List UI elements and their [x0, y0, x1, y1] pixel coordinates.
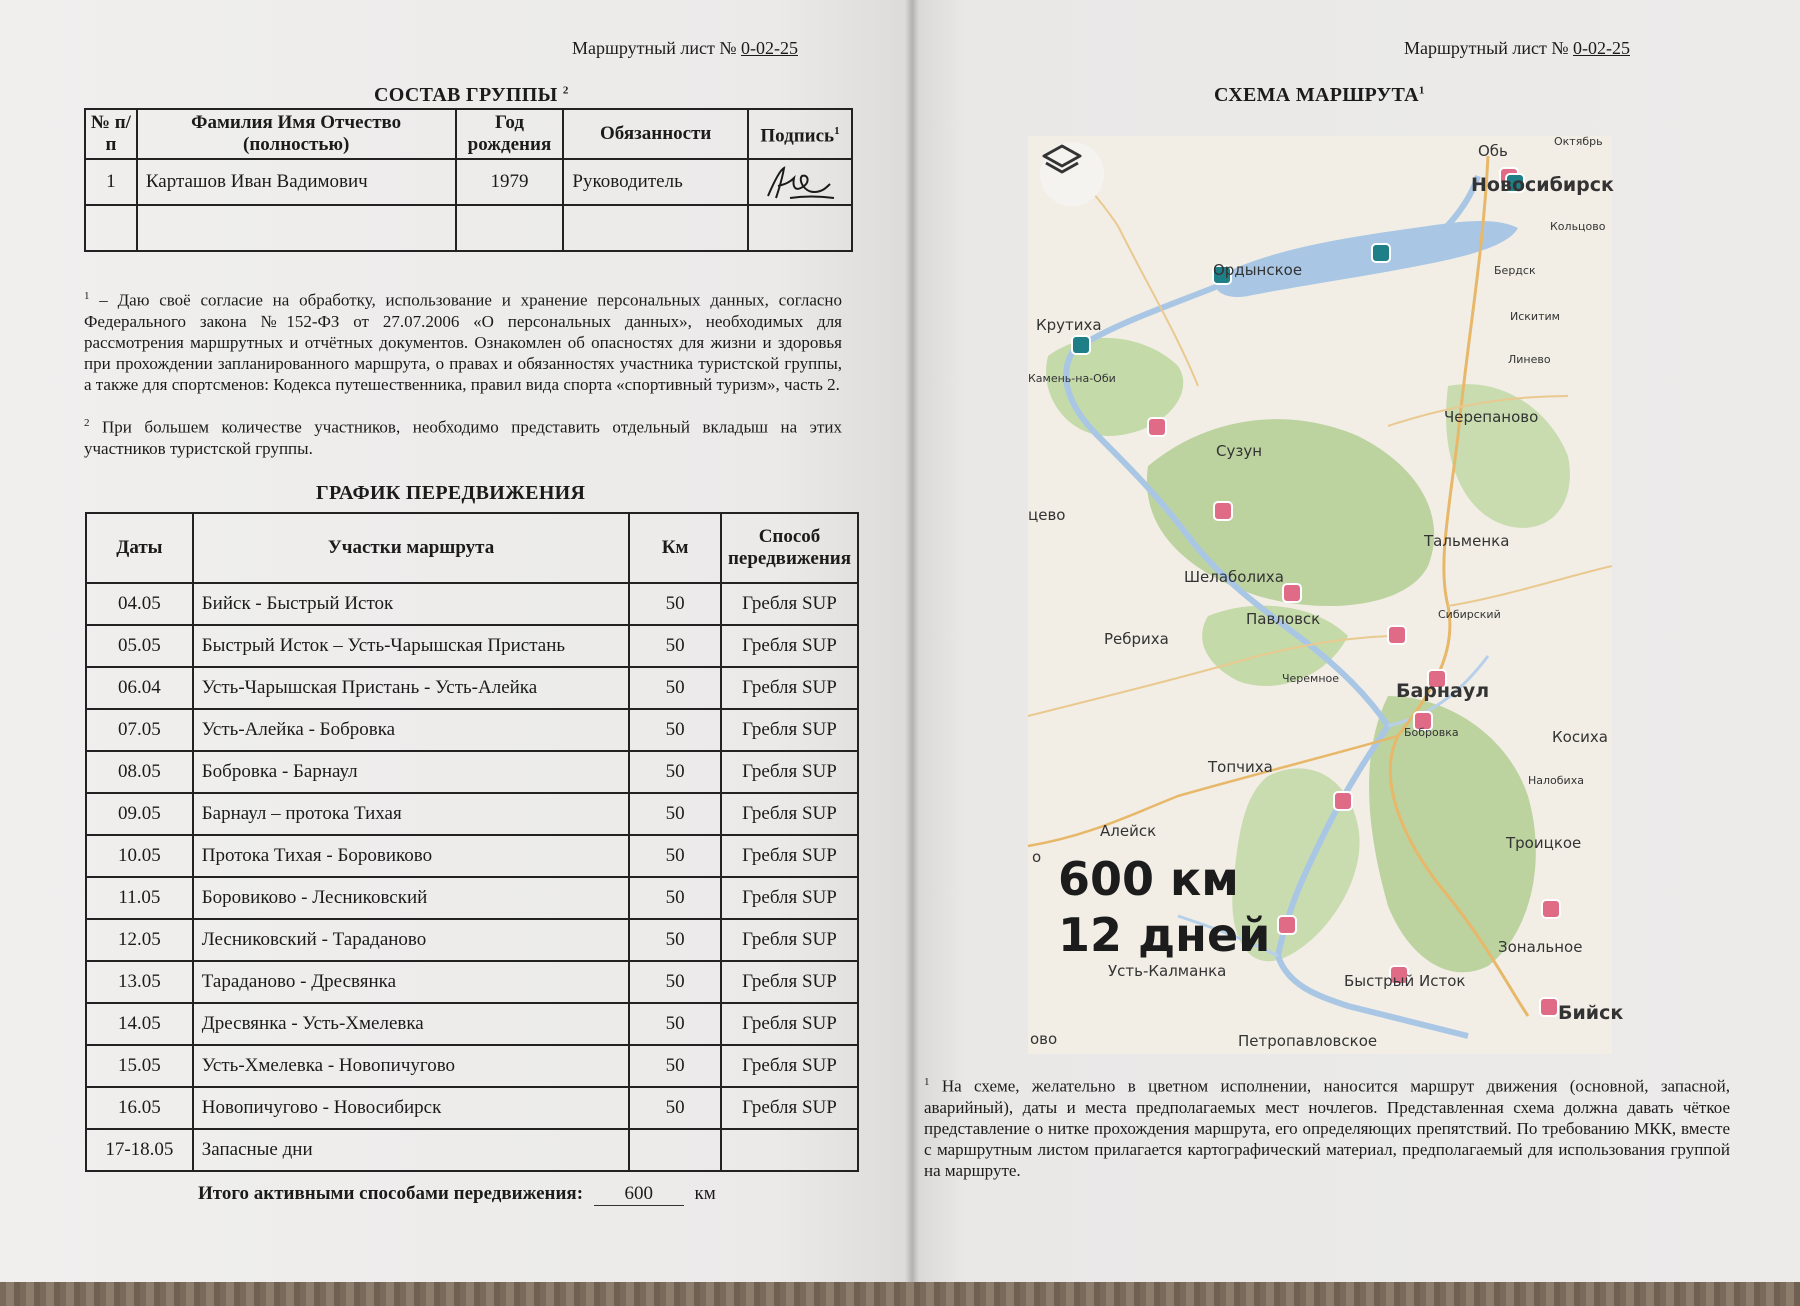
- col-section: Участки маршрута: [193, 513, 630, 583]
- footnote-2-mark: 2: [84, 417, 90, 429]
- total-label: Итого активными способами передвижения:: [198, 1183, 584, 1204]
- route-map[interactable]: [1028, 135, 1624, 1054]
- overnight-marker: [1334, 792, 1352, 810]
- schedule-date: 08.05: [86, 751, 193, 793]
- sheet-number-value: 0-02-25: [1573, 38, 1630, 58]
- schedule-section: Тараданово - Дресвянка: [193, 961, 630, 1003]
- schedule-km: 50: [629, 961, 721, 1003]
- route-title-text: СХЕМА МАРШРУТА: [1214, 84, 1419, 106]
- schedule-mode: [721, 1129, 858, 1171]
- sheet-number-left: [572, 38, 798, 59]
- group-row-name: Карташов Иван Вадимович: [137, 159, 456, 205]
- map-label-cheremnoe: Черемное: [1282, 672, 1340, 685]
- group-row: [85, 159, 852, 205]
- schedule-row: [86, 1003, 858, 1045]
- schedule-section: Усть-Хмелевка - Новопичугово: [193, 1045, 630, 1087]
- schedule-mode: Гребля SUP: [721, 919, 858, 961]
- map-label-biysk: Бийск: [1558, 1002, 1624, 1024]
- group-row-sign: [748, 205, 852, 251]
- schedule-row: [86, 583, 858, 625]
- group-table: [84, 108, 853, 252]
- map-label-bystry-istok: Быстрый Исток: [1344, 972, 1466, 990]
- schedule-mode: Гребля SUP: [721, 793, 858, 835]
- group-row-year: 1979: [456, 159, 564, 205]
- schedule-section: Усть-Чарышская Пристань - Усть-Алейка: [193, 667, 630, 709]
- col-mode: Способ передвижения: [721, 513, 858, 583]
- schedule-km: 50: [629, 1003, 721, 1045]
- schedule-date: 12.05: [86, 919, 193, 961]
- schedule-date: 15.05: [86, 1045, 193, 1087]
- map-label-sibirsky: Сибирский: [1438, 608, 1501, 621]
- sheet-number-value: 0-02-25: [741, 38, 798, 58]
- schedule-header: [86, 513, 858, 583]
- schedule-mode: Гребля SUP: [721, 709, 858, 751]
- map-label-zonalnoe: Зональное: [1498, 938, 1583, 956]
- group-row-sign: [748, 159, 852, 205]
- route-summary: [1058, 851, 1270, 963]
- overnight-marker: [1388, 626, 1406, 644]
- schedule-row: [86, 877, 858, 919]
- schedule-row: [86, 1045, 858, 1087]
- map-label-suzun: Сузун: [1216, 442, 1263, 460]
- map-label-bobrovka: Бобровка: [1404, 726, 1459, 739]
- sheet-label: Маршрутный лист №: [572, 38, 737, 58]
- schedule-mode: Гребля SUP: [721, 961, 858, 1003]
- col-sign-note: 1: [834, 125, 840, 138]
- schedule-section: Запасные дни: [193, 1129, 630, 1171]
- schedule-row: [86, 625, 858, 667]
- route-days: 12 дней: [1058, 908, 1271, 962]
- schedule-date: 06.04: [86, 667, 193, 709]
- schedule-km: 50: [629, 1087, 721, 1129]
- schedule-km: 50: [629, 793, 721, 835]
- map-label-petropavlovskoe: Петропавловское: [1238, 1032, 1378, 1050]
- schedule-body: [86, 583, 858, 1171]
- col-dates: Даты: [86, 513, 193, 583]
- group-row-name: [137, 205, 456, 251]
- map-label-ordynskoe: Ордынское: [1213, 261, 1303, 279]
- schedule-row: [86, 751, 858, 793]
- map-label-nalobikha: Налобиха: [1528, 774, 1584, 787]
- map-label-krutikha: Крутиха: [1036, 316, 1102, 334]
- schedule-row: [86, 1129, 858, 1171]
- route-footnote-mark: 1: [924, 1076, 930, 1088]
- map-label-kosikha: Косиха: [1552, 728, 1608, 746]
- map-label-ob: Обь: [1478, 142, 1508, 160]
- col-duty: Обязанности: [563, 109, 748, 159]
- overnight-marker: [1278, 916, 1296, 934]
- group-row: [85, 205, 852, 251]
- schedule-section: Протока Тихая - Боровиково: [193, 835, 630, 877]
- schedule-section: Боровиково - Лесниковский: [193, 877, 630, 919]
- group-row-num: 1: [85, 159, 137, 205]
- layers-button[interactable]: [1040, 142, 1104, 206]
- schedule-section: Новопичугово - Новосибирск: [193, 1087, 630, 1129]
- group-row-duty: Руководитель: [563, 159, 748, 205]
- sheet-number-right: [1404, 38, 1630, 59]
- schedule-km: 50: [629, 919, 721, 961]
- schedule-km: 50: [629, 667, 721, 709]
- group-row-year: [456, 205, 564, 251]
- col-sign: [748, 109, 852, 159]
- map-label-cherepanovo: Черепаново: [1444, 408, 1539, 426]
- layers-icon: [1040, 142, 1084, 178]
- schedule-date: 07.05: [86, 709, 193, 751]
- overnight-marker: [1542, 900, 1560, 918]
- route-footnote: [924, 1072, 1730, 1181]
- schedule-mode: Гребля SUP: [721, 583, 858, 625]
- schedule-mode: Гребля SUP: [721, 835, 858, 877]
- route-title-note: 1: [1418, 84, 1425, 97]
- schedule-section: Быстрый Исток – Усть-Чарышская Пристань: [193, 625, 630, 667]
- map-label-berdsk: Бердск: [1494, 264, 1536, 277]
- footnote-1-mark: 1: [84, 290, 90, 302]
- reservoir: [1215, 221, 1518, 297]
- map-label-iskitim: Искитим: [1510, 310, 1560, 323]
- schedule-date: 04.05: [86, 583, 193, 625]
- schedule-date: 17-18.05: [86, 1129, 193, 1171]
- schedule-date: 11.05: [86, 877, 193, 919]
- route-title: [1214, 84, 1425, 107]
- overnight-marker: [1540, 998, 1558, 1016]
- schedule-mode: Гребля SUP: [721, 877, 858, 919]
- schedule-row: [86, 709, 858, 751]
- map-label-novosibirsk: Новосибирск: [1471, 174, 1614, 196]
- map-label-shelaboliha: Шелаболиха: [1184, 568, 1284, 586]
- schedule-km: 50: [629, 835, 721, 877]
- map-label-pavlovsk: Павловск: [1246, 610, 1321, 628]
- schedule-title: ГРАФИК ПЕРЕДВИЖЕНИЯ: [316, 482, 586, 504]
- schedule-table: [85, 512, 859, 1172]
- schedule-km: 50: [629, 625, 721, 667]
- group-row-duty: [563, 205, 748, 251]
- schedule-section: Барнаул – протока Тихая: [193, 793, 630, 835]
- schedule-section: Дресвянка - Усть-Хмелевка: [193, 1003, 630, 1045]
- map-label-barnaul: Барнаул: [1396, 680, 1490, 702]
- schedule-km: 50: [629, 1045, 721, 1087]
- schedule-row: [86, 919, 858, 961]
- route-footnote-text: На схеме, желательно в цветном исполнении, наносится маршрут движения (основной, запасной, аварийный), даты и места предполагаемых мест ночлегов. Представленная схема должна давать чёткое представление о нитке прохождения маршрута, его определяющих препятствий. По требованию МКК, вместе с маршрутным листом прилагается картографический материал, предполагаемый для использования группой на маршруте.: [924, 1076, 1730, 1180]
- group-title-text: СОСТАВ ГРУППЫ: [374, 84, 558, 106]
- overnight-marker: [1148, 418, 1166, 436]
- map-label-aleysk: Алейск: [1100, 822, 1157, 840]
- map-label-o: о: [1032, 848, 1042, 866]
- water-marker: [1072, 336, 1090, 354]
- map-label-topchikha: Топчиха: [1208, 758, 1273, 776]
- map-label-troitskoe: Троицкое: [1506, 834, 1582, 852]
- schedule-date: 13.05: [86, 961, 193, 1003]
- total-value: 600: [594, 1183, 684, 1206]
- col-name: Фамилия Имя Отчество (полностью): [137, 109, 456, 159]
- map-label-ust-kalmanka: Усть-Калманка: [1108, 962, 1227, 980]
- schedule-km: 50: [629, 583, 721, 625]
- schedule-mode: Гребля SUP: [721, 1003, 858, 1045]
- route-distance: 600 км: [1058, 852, 1239, 906]
- footnote-2: [84, 413, 842, 459]
- overnight-marker: [1283, 584, 1301, 602]
- group-table-header: [85, 109, 852, 159]
- schedule-date: 05.05: [86, 625, 193, 667]
- schedule-mode: Гребля SUP: [721, 751, 858, 793]
- page-fold: [905, 0, 919, 1290]
- schedule-row: [86, 793, 858, 835]
- schedule-date: 10.05: [86, 835, 193, 877]
- schedule-mode: Гребля SUP: [721, 1087, 858, 1129]
- schedule-km: 50: [629, 877, 721, 919]
- col-km: Км: [629, 513, 721, 583]
- schedule-km: 50: [629, 751, 721, 793]
- schedule-row: [86, 667, 858, 709]
- schedule-km: [629, 1129, 721, 1171]
- map-label-linevo: Линево: [1508, 353, 1551, 366]
- group-title-note: 2: [562, 84, 569, 97]
- col-year: Год рождения: [456, 109, 564, 159]
- col-sign-text: Подпись: [760, 125, 835, 147]
- group-title: [374, 84, 569, 107]
- road: [1448, 566, 1612, 606]
- schedule-date: 09.05: [86, 793, 193, 835]
- map-label-oktyabr: Октябрь: [1554, 135, 1603, 148]
- schedule-mode: Гребля SUP: [721, 667, 858, 709]
- schedule-section: Бийск - Быстрый Исток: [193, 583, 630, 625]
- sheet-label: Маршрутный лист №: [1404, 38, 1569, 58]
- schedule-row: [86, 835, 858, 877]
- col-num: № п/п: [85, 109, 137, 159]
- schedule-section: Лесниковский - Тараданово: [193, 919, 630, 961]
- signature-image: [760, 162, 840, 202]
- group-row-num: [85, 205, 137, 251]
- schedule-mode: Гребля SUP: [721, 1045, 858, 1087]
- schedule-section: Бобровка - Барнаул: [193, 751, 630, 793]
- schedule-section: Усть-Алейка - Бобровка: [193, 709, 630, 751]
- footnote-2-text: При большем количестве участников, необходимо представить отдельный вкладыш на этих участников туристской группы.: [84, 417, 842, 458]
- map-label-tsevo: цево: [1028, 506, 1066, 524]
- footnote-1: [84, 286, 842, 395]
- schedule-mode: Гребля SUP: [721, 625, 858, 667]
- footnote-1-text: – Даю своё согласие на обработку, использование и хранение персональных данных, согласно Федерального закона №152-ФЗ от 27.07.2006 «О персональных данных», необходимых для рассмотрения маршрутных и отчётных документов. Ознакомлен об опасностях для жизни и здоровья при прохождении запланированного маршрута, о правах и обязанностях участника туристской группы, а также для спортсменов: Кодекса путешественника, правил вида спорта «спортивный туризм», часть 2.: [84, 290, 843, 394]
- schedule-date: 14.05: [86, 1003, 193, 1045]
- schedule-total: [198, 1183, 716, 1206]
- water-marker: [1372, 244, 1390, 262]
- overnight-marker: [1214, 502, 1232, 520]
- table-surface: [0, 1282, 1800, 1306]
- total-unit: км: [694, 1183, 716, 1204]
- schedule-row: [86, 1087, 858, 1129]
- schedule-date: 16.05: [86, 1087, 193, 1129]
- map-label-talmenka: Тальменка: [1424, 532, 1510, 550]
- map-label-koltsovo: Кольцово: [1550, 220, 1606, 233]
- map-label-rebrikha: Ребриха: [1104, 630, 1169, 648]
- map-label-ovo: ово: [1030, 1030, 1058, 1048]
- schedule-km: 50: [629, 709, 721, 751]
- map-label-kamen: Камень-на-Оби: [1028, 372, 1116, 385]
- schedule-row: [86, 961, 858, 1003]
